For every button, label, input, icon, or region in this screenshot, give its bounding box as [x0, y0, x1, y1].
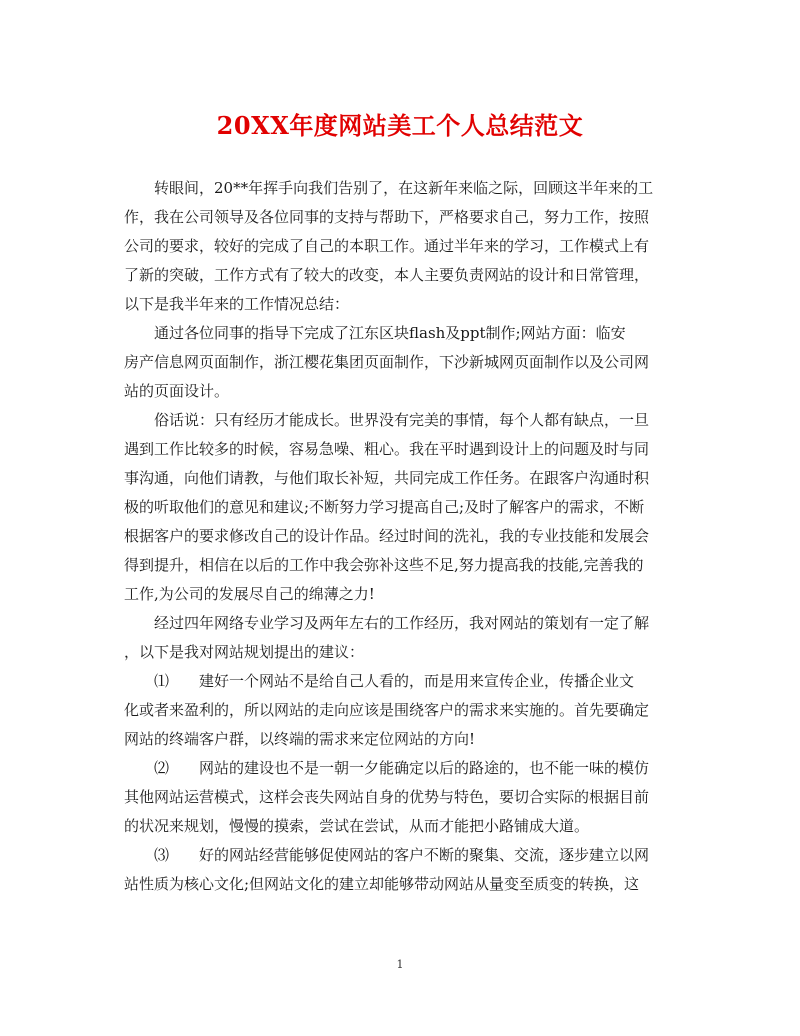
text-line: 根据客户的要求修改自己的设计作品。经过时间的洗礼，我的专业技能和发展会 — [124, 527, 650, 545]
text-line: ⑶ 好的网站经营能够促使网站的客户不断的聚集、交流，逐步建立以网 — [154, 846, 650, 864]
text-line: 得到提升，相信在以后的工作中我会弥补这些不足,努力提高我的技能,完善我的 — [124, 556, 644, 574]
text-line: 遇到工作比较多的时候，容易急噪、粗心。我在平时遇到设计上的问题及时与同 — [124, 440, 650, 458]
text-line: 网站的终端客户群，以终端的需求来定位网站的方向! — [124, 730, 476, 748]
text-line: 公司的要求，较好的完成了自己的本职工作。通过半年来的学习，工作模式上有 — [124, 237, 650, 255]
text-line: 以下是我半年来的工作情况总结： — [124, 295, 350, 313]
text-line: 作，我在公司领导及各位同事的支持与帮助下，严格要求自己，努力工作，按照 — [124, 208, 650, 226]
text-line: 俗话说：只有经历才能成长。世界没有完美的事情，每个人都有缺点，一旦 — [154, 411, 650, 429]
document-body — [124, 174, 672, 899]
text-line: 房产信息网页面制作，浙江樱花集团页面制作，下沙新城网页面制作以及公司网 — [124, 353, 650, 371]
text-line: 站的页面设计。 — [124, 382, 230, 400]
text-line: 工作,为公司的发展尽自己的绵薄之力! — [124, 585, 375, 603]
text-line: ，以下是我对网站规划提出的建议： — [124, 643, 365, 661]
text-line: 站性质为核心文化;但网站文化的建立却能够带动网站从量变至质变的转换，这 — [124, 875, 640, 893]
text-line: ⑵ 网站的建设也不是一朝一夕能确定以后的路途的，也不能一味的模仿 — [154, 759, 650, 777]
text-line: 了新的突破，工作方式有了较大的改变，本人主要负责网站的设计和日常管理， — [124, 266, 650, 284]
text-line: ⑴ 建好一个网站不是给自己人看的，而是用来宣传企业，传播企业文 — [154, 672, 635, 690]
text-line: 经过四年网络专业学习及两年左右的工作经历，我对网站的策划有一定了解 — [154, 614, 650, 632]
text-line: 化或者来盈利的，所以网站的走向应该是围绕客户的需求来实施的。首先要确定 — [124, 701, 650, 719]
text-line: 其他网站运营模式，这样会丧失网站自身的优势与特色，要切合实际的根据目前 — [124, 788, 650, 806]
text-line: 转眼间，20**年挥手向我们告别了，在这新年来临之际，回顾这半年来的工 — [154, 179, 654, 197]
text-line: 的状况来规划，慢慢的摸索，尝试在尝试，从而才能把小路铺成大道。 — [124, 817, 590, 835]
text-line: 极的听取他们的意见和建议;不断努力学习提高自己;及时了解客户的需求，不断 — [124, 498, 645, 516]
text-line: 事沟通，向他们请教，与他们取长补短，共同完成工作任务。在跟客户沟通时积 — [124, 469, 650, 487]
document-title: 20XX年度网站美工个人总结范文 — [216, 111, 584, 140]
page-number: 1 — [396, 958, 404, 971]
text-line: 通过各位同事的指导下完成了江东区块flash及ppt制作;网站方面：临安 — [154, 324, 626, 342]
